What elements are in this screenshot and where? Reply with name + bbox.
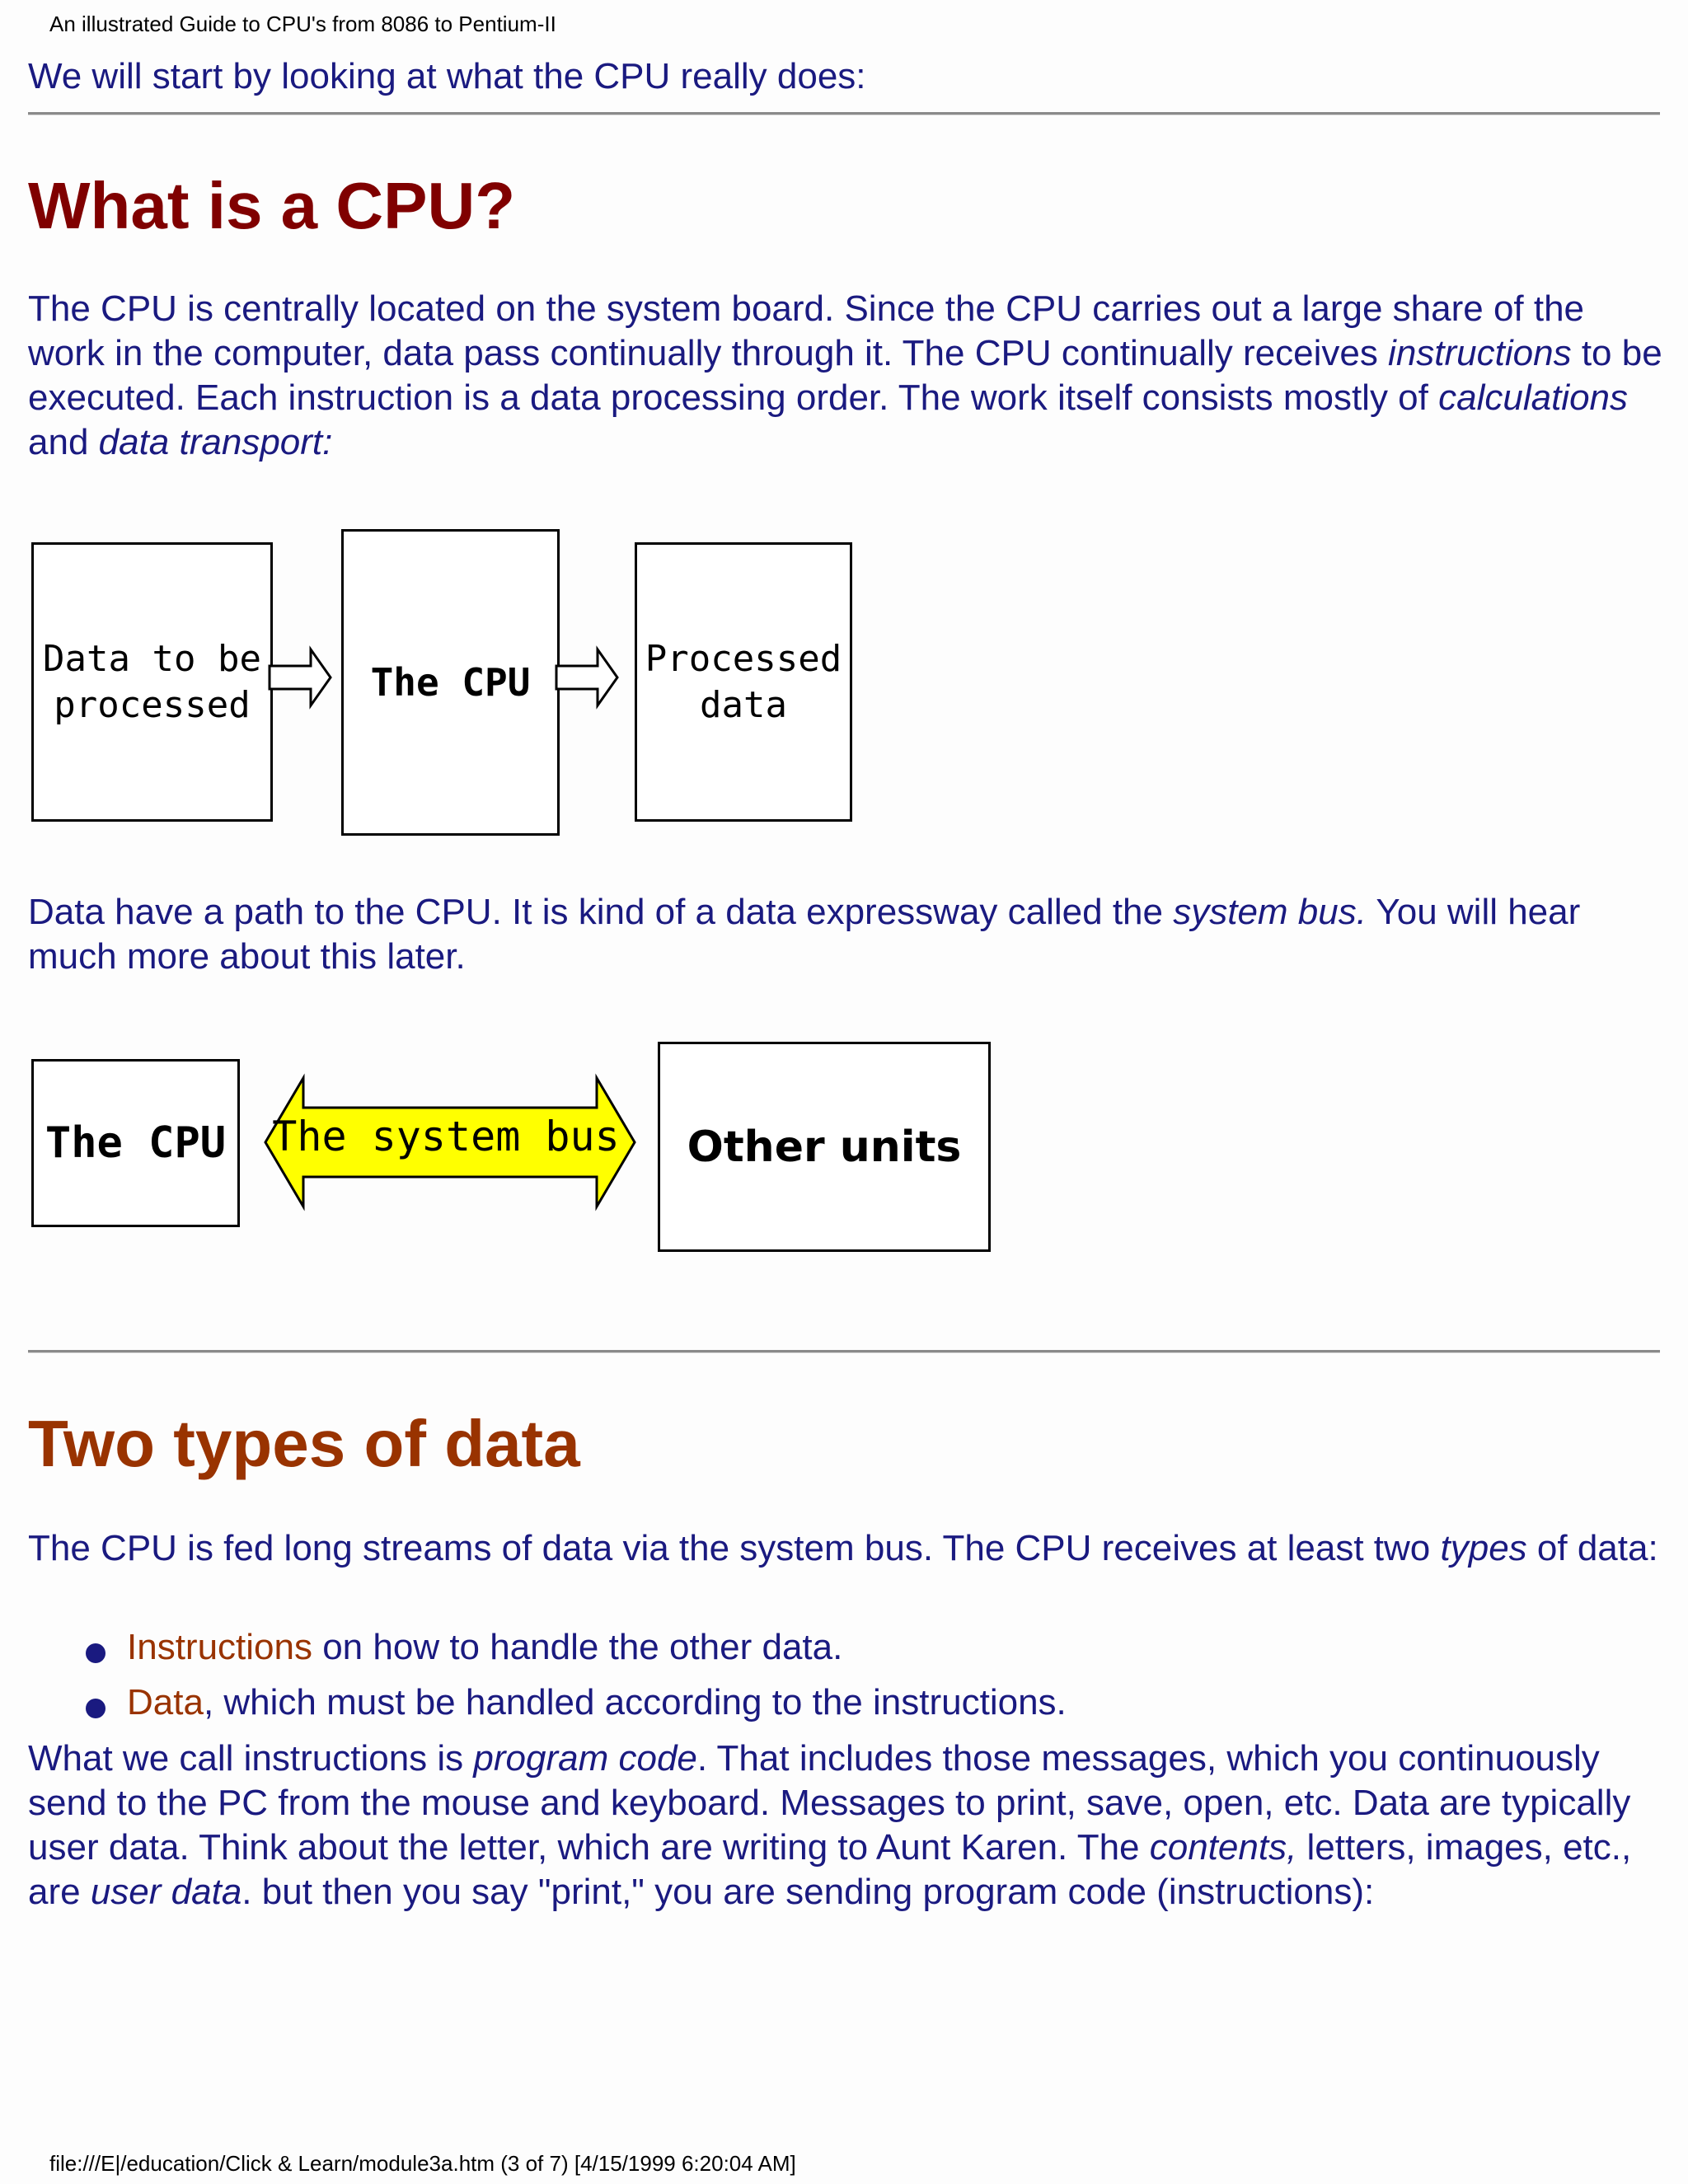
box-data-line1: Data to be — [43, 637, 261, 680]
paragraph-cpu-role: The CPU is centrally located on the system board. Since the CPU carries out a large share of the work in the computer, data pass continually through it. The CPU continually receives instructions to be executed. Each instruction is a data processing order. The work itself consists mostly of calculations and data transport: — [28, 288, 1662, 462]
box-processed-line1: Processed — [645, 637, 842, 680]
paragraph-program-code: What we call instructions is program code. That includes those messages, which you continuously send to the PC from the mouse and keyboard. Messages to print, save, open, etc. Data are typically user data. Think about the letter, which are writing to Aunt Karen. The contents, letters, images, etc., are user data. but then you say "print," you are sending program code (instructions): — [28, 1738, 1632, 1912]
box-the-cpu-bus: The CPU — [31, 1059, 240, 1227]
data-types-list — [28, 1625, 1594, 1736]
box-other-units: Other units — [658, 1042, 991, 1252]
arrow-right-icon — [268, 641, 334, 715]
paragraph-data-streams: The CPU is fed long streams of data via the system bus. The CPU receives at least two types of data: — [28, 1528, 1658, 1568]
divider-top — [28, 112, 1660, 115]
intro-text: We will start by looking at what the CPU really does: — [28, 56, 866, 96]
system-bus-label: The system bus — [272, 1113, 620, 1160]
arrow-right-icon — [555, 641, 621, 715]
paragraph-system-bus: Data have a path to the CPU. It is kind of a data expressway called the system bus. You will hear much more about this later. — [28, 892, 1581, 977]
box-the-cpu: The CPU — [341, 529, 560, 836]
list-item: Instructions on how to handle the other data. — [28, 1625, 1594, 1680]
heading-what-is-cpu: What is a CPU? — [28, 169, 516, 242]
print-header: An illustrated Guide to CPU's from 8086 to Pentium-II — [49, 12, 556, 36]
bullet-icon — [86, 1643, 106, 1663]
box-data-line2: processed — [54, 683, 251, 726]
box-data-to-be-processed — [31, 542, 273, 822]
print-footer: file:///E|/education/Click & Learn/module3a.htm (3 of 7) [4/15/1999 6:20:04 AM] — [49, 2151, 796, 2176]
bullet-icon — [86, 1699, 106, 1718]
list-item: Data, which must be handled according to the instructions. — [28, 1680, 1594, 1736]
heading-two-types-of-data: Two types of data — [28, 1407, 580, 1480]
box-processed-line2: data — [700, 683, 787, 726]
box-processed-data — [635, 542, 852, 822]
divider-middle — [28, 1350, 1660, 1353]
